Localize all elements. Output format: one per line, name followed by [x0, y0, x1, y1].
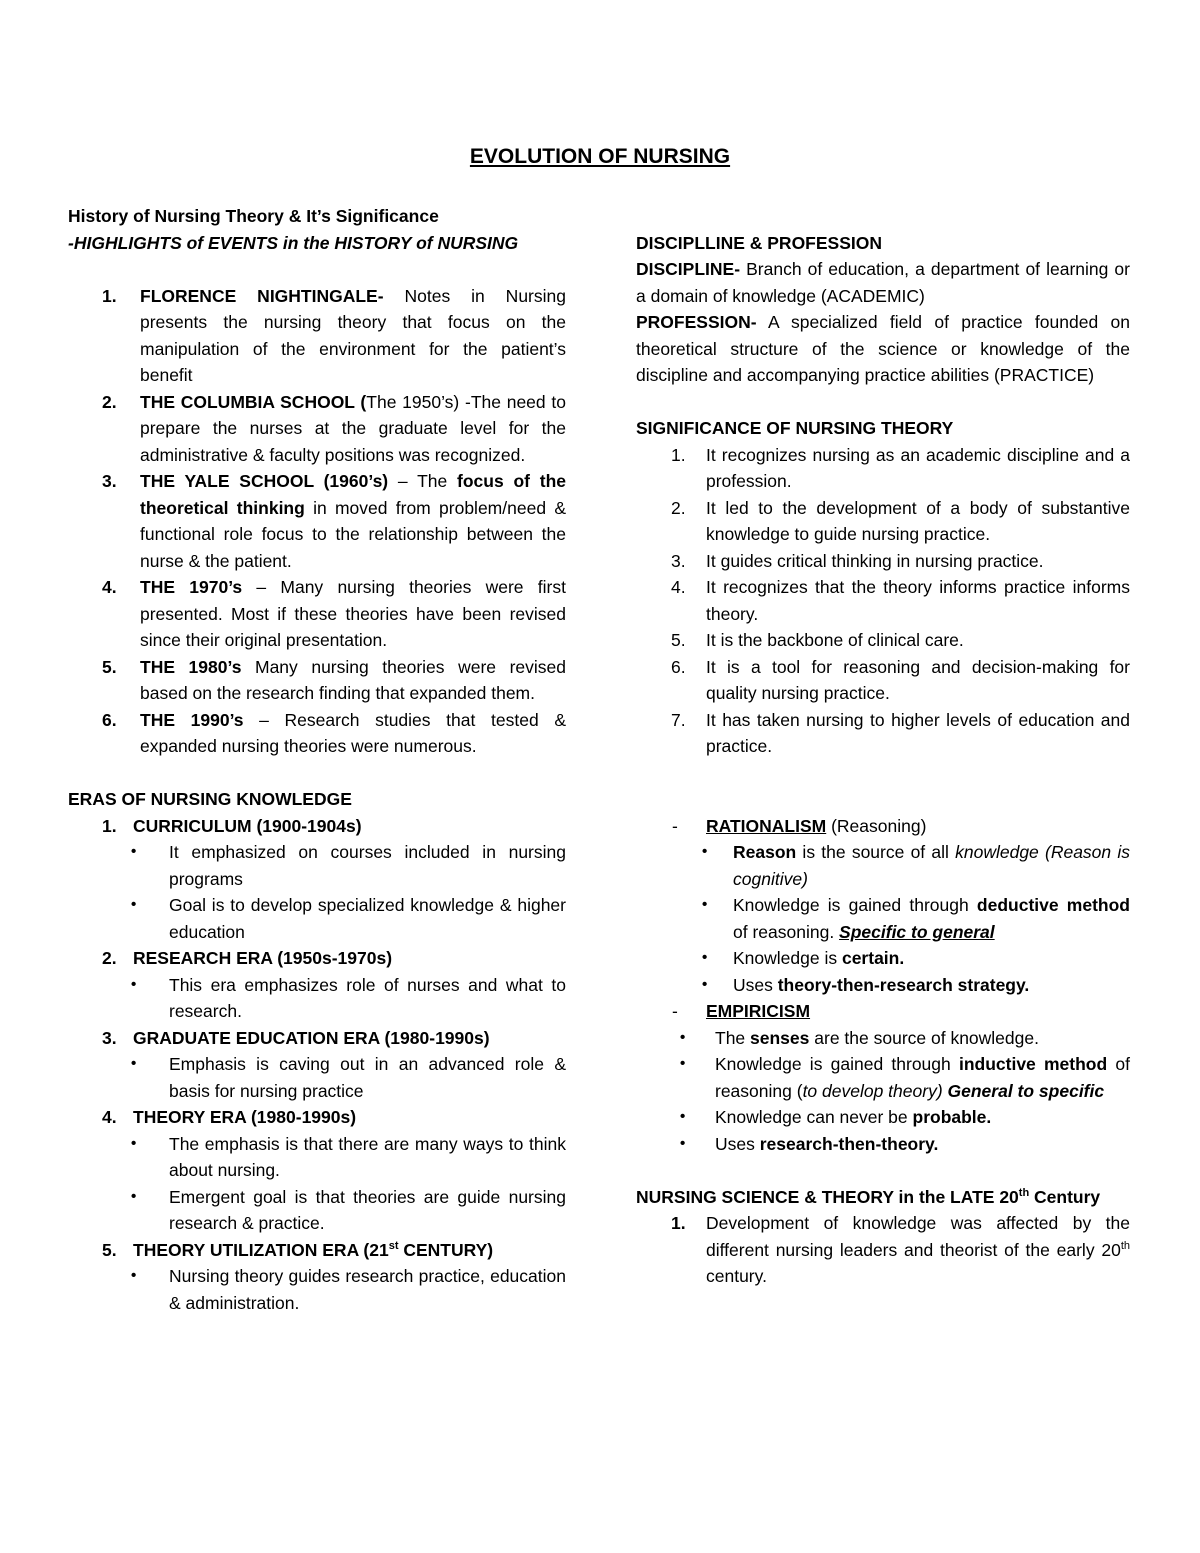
- item-number: 2.: [102, 391, 117, 412]
- bullet-icon: •: [702, 975, 708, 993]
- bullet-icon: •: [702, 949, 708, 966]
- era-bullets: [68, 839, 566, 945]
- list-item: [68, 813, 566, 946]
- bullet-icon: •: [680, 1134, 686, 1152]
- bullet-icon: •: [131, 975, 137, 993]
- list-item: 3. THE YALE SCHOOL (1960’s) – The focus of the theoretical thinking in moved from problem/need & functional role focus to the relationship between the nurse & the patient.: [68, 468, 566, 574]
- list-item: 5. THE 1980’s Many nursing theories were revised based on the research finding that expanded them.: [68, 654, 566, 707]
- item-number: 4.: [671, 577, 686, 597]
- bullet-item: • The senses are the source of knowledge.: [636, 1025, 1130, 1052]
- list-item: 6. THE 1990’s – Research studies that tested & expanded nursing theories were numerous.: [68, 707, 566, 760]
- list-item: 1. FLORENCE NIGHTINGALE- Notes in Nursing presents the nursing theory that focus on the manipulation of the environment for the patient’s benefit: [68, 283, 566, 389]
- list-item: [68, 1025, 566, 1105]
- item-number: 3.: [671, 550, 686, 571]
- item-number: 2.: [102, 948, 117, 968]
- significance-list: [636, 442, 1130, 760]
- history-heading: History of Nursing Theory & It’s Significance: [68, 206, 439, 226]
- bullet-icon: •: [131, 1267, 137, 1284]
- item-number: 2.: [671, 497, 686, 518]
- era-title: THEORY UTILIZATION ERA (21st CENTURY): [133, 1239, 494, 1260]
- rationalism-heading: - RATIONALISM (Reasoning): [636, 813, 1130, 840]
- item-number: 6.: [102, 709, 117, 730]
- bullet-item: • This era emphasizes role of nurses and what to research.: [68, 972, 566, 1025]
- history-list: [68, 283, 566, 760]
- item-number: 1.: [671, 444, 686, 465]
- bullet-icon: •: [680, 1108, 686, 1125]
- list-item: 1. It recognizes nursing as an academic discipline and a profession.: [636, 442, 1130, 495]
- history-subheading: -HIGHLIGHTS of EVENTS in the HISTORY of NURSING: [68, 232, 519, 253]
- eras-list: [68, 813, 566, 1317]
- significance-heading: SIGNIFICANCE OF NURSING THEORY: [636, 418, 954, 438]
- list-item: [68, 1104, 566, 1237]
- discipline-definition: DISCIPLINE- Branch of education, a department of learning or a domain of knowledge (ACADEMIC): [636, 259, 1130, 306]
- bullet-item: • It emphasized on courses included in nursing programs: [68, 839, 566, 892]
- item-number: 5.: [671, 630, 686, 650]
- bullet-icon: •: [702, 896, 708, 913]
- bullet-item: • Emphasis is caving out in an advanced role & basis for nursing practice: [68, 1051, 566, 1104]
- bullet-item: • Goal is to develop specialized knowledge & higher education: [68, 892, 566, 945]
- item-number: 5.: [102, 656, 117, 677]
- late-century-list: [636, 1210, 1130, 1290]
- dash-marker: -: [672, 1001, 678, 1021]
- bullet-item: • Knowledge can never be probable.: [636, 1104, 1130, 1131]
- bullet-item: • Reason is the source of all knowledge (Reason is cognitive): [636, 839, 1130, 892]
- bullet-item: • Uses research-then-theory.: [636, 1131, 1130, 1158]
- bullet-icon: •: [131, 1187, 137, 1205]
- bullet-icon: •: [131, 843, 137, 860]
- discipline-heading: DISCIPLLINE & PROFESSION: [636, 232, 882, 253]
- era-title: GRADUATE EDUCATION ERA (1980-1990s): [133, 1027, 490, 1048]
- item-number: 7.: [671, 709, 686, 730]
- list-item: 4. It recognizes that the theory informs practice informs theory.: [636, 574, 1130, 627]
- item-number: 1.: [102, 815, 117, 836]
- item-number: 3.: [102, 471, 117, 491]
- bullet-icon: •: [131, 896, 137, 913]
- profession-definition: PROFESSION- A specialized field of practice founded on theoretical structure of the science or knowledge of the discipline and accompanying practice abilities (PRACTICE): [636, 312, 1130, 385]
- era-bullets: [68, 1131, 566, 1237]
- empiricism-heading: - EMPIRICISM: [636, 998, 1130, 1025]
- era-bullets: [68, 1051, 566, 1104]
- list-item: 6. It is a tool for reasoning and decision-making for quality nursing practice.: [636, 654, 1130, 707]
- bullet-icon: •: [680, 1055, 686, 1072]
- right-column: [636, 203, 1130, 1290]
- era-bullets: [68, 972, 566, 1025]
- list-item: 5. It is the backbone of clinical care.: [636, 627, 1130, 654]
- era-bullets: [68, 1263, 566, 1316]
- era-title: CURRICULUM (1900-1904s): [133, 815, 362, 836]
- item-number: 6.: [671, 656, 686, 677]
- bullet-item: • Knowledge is gained through inductive method of reasoning (to develop theory) General to specific: [636, 1051, 1130, 1104]
- bullet-item: • The emphasis is that there are many ways to think about nursing.: [68, 1131, 566, 1184]
- list-item: [68, 945, 566, 1025]
- era-title: RESEARCH ERA (1950s-1970s): [133, 948, 393, 968]
- bullet-item: • Nursing theory guides research practice, education & administration.: [68, 1263, 566, 1316]
- item-number: 3.: [102, 1027, 117, 1048]
- empiricism-bullets: [636, 1025, 1130, 1158]
- era-title: THEORY ERA (1980-1990s): [133, 1107, 357, 1127]
- list-item: 4. THE 1970’s – Many nursing theories were first presented. Most if these theories have been revised since their original presentation.: [68, 574, 566, 654]
- item-number: 1.: [671, 1213, 686, 1233]
- page-title: EVOLUTION OF NURSING: [469, 145, 731, 168]
- bullet-item: • Knowledge is certain.: [636, 945, 1130, 972]
- bullet-icon: •: [702, 843, 708, 860]
- list-item: 2. THE COLUMBIA SCHOOL (The 1950’s) -The need to prepare the nurses at the graduate level for the administrative & faculty positions was recognized.: [68, 389, 566, 469]
- bullet-item: • Knowledge is gained through deductive method of reasoning. Specific to general: [636, 892, 1130, 945]
- item-number: 1.: [102, 285, 117, 306]
- dash-marker: -: [672, 815, 678, 836]
- bullet-item: • Uses theory-then-research strategy.: [636, 972, 1130, 999]
- late-century-heading: NURSING SCIENCE & THEORY in the LATE 20th Century: [636, 1186, 1101, 1207]
- list-item: [68, 1237, 566, 1317]
- list-item: 7. It has taken nursing to higher levels of education and practice.: [636, 707, 1130, 760]
- list-item: 1. Development of knowledge was affected by the different nursing leaders and theorist of the early 20th century.: [636, 1210, 1130, 1290]
- bullet-icon: •: [680, 1028, 686, 1046]
- item-number: 4.: [102, 1107, 117, 1127]
- eras-heading: ERAS OF NURSING KNOWLEDGE: [68, 789, 352, 809]
- list-item: 2. It led to the development of a body of substantive knowledge to guide nursing practice.: [636, 495, 1130, 548]
- item-number: 5.: [102, 1239, 117, 1260]
- bullet-icon: •: [131, 1134, 137, 1152]
- bullet-item: • Emergent goal is that theories are guide nursing research & practice.: [68, 1184, 566, 1237]
- bullet-icon: •: [131, 1055, 137, 1072]
- list-item: 3. It guides critical thinking in nursing practice.: [636, 548, 1130, 575]
- item-number: 4.: [102, 577, 117, 597]
- left-column: [68, 203, 566, 1316]
- rationalism-bullets: [636, 839, 1130, 998]
